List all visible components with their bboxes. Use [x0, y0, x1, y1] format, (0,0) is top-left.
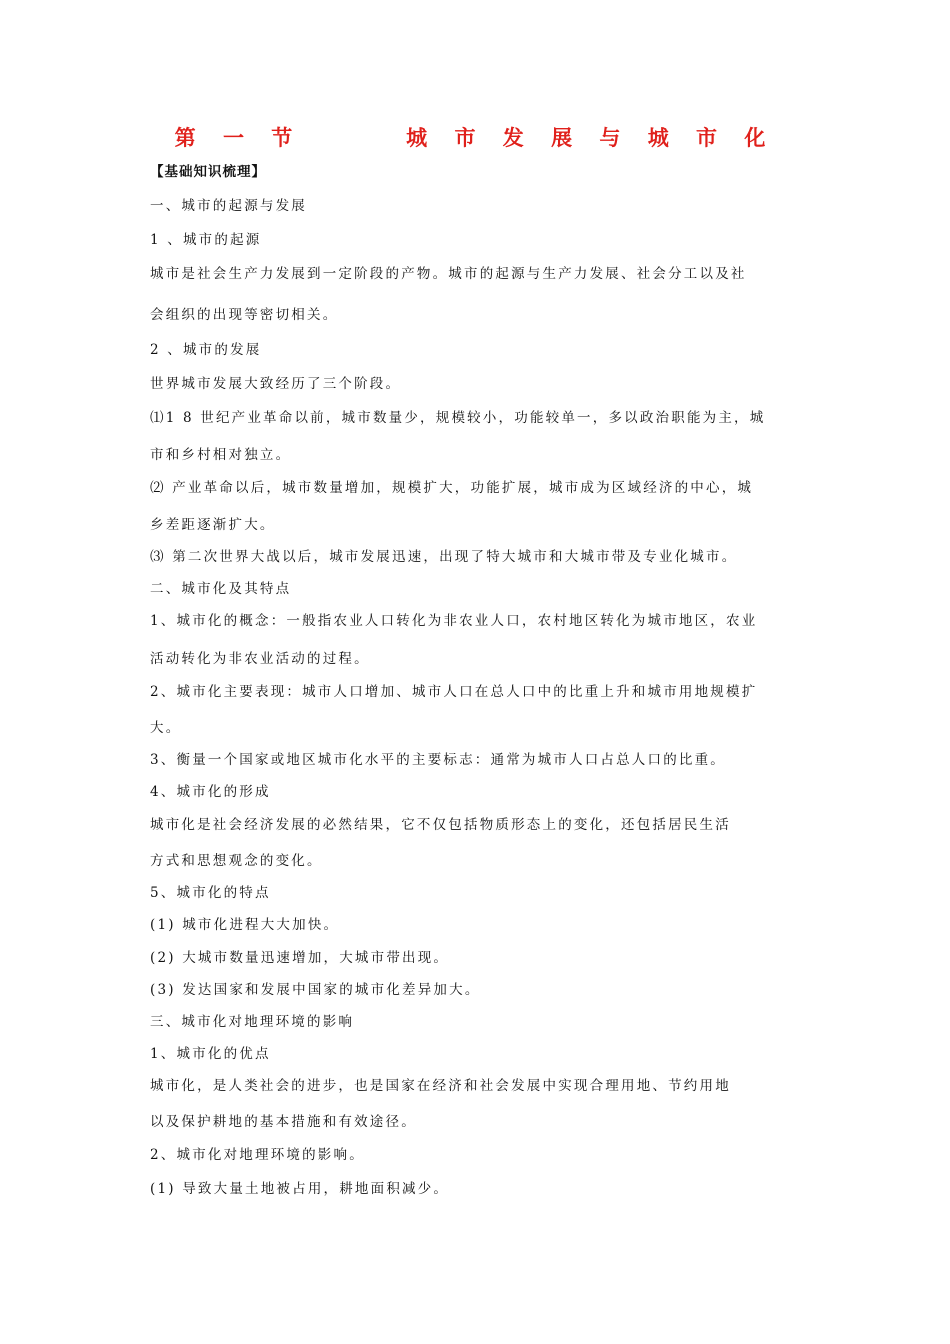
list-item: 2、城市化主要表现：城市人口增加、城市人口在总人口中的比重上升和城市用地规模扩 [150, 684, 758, 700]
list-item: (1) 导致大量土地被占用，耕地面积减少。 [150, 1181, 450, 1197]
paragraph-line: 活动转化为非农业活动的过程。 [150, 651, 370, 667]
heading-2: 二、城市化及其特点 [150, 581, 292, 597]
paragraph-line: 市和乡村相对独立。 [150, 447, 292, 463]
paragraph-line: 世界城市发展大致经历了三个阶段。 [150, 376, 402, 392]
list-item: ⑶ 第二次世界大战以后，城市发展迅速，出现了特大城市和大城市带及专业化城市。 [150, 549, 738, 565]
paragraph-line: 大。 [150, 720, 182, 736]
section-heading: 【基础知识梳理】 [150, 164, 266, 180]
heading-3: 三、城市化对地理环境的影响 [150, 1014, 355, 1030]
list-item: ⑵ 产业革命以后，城市数量增加，规模扩大，功能扩展，城市成为区域经济的中心，城 [150, 480, 754, 496]
list-item: 4、城市化的形成 [150, 784, 271, 800]
list-item: ⑴1 8 世纪产业革命以前，城市数量少，规模较小，功能较单一，多以政治职能为主，城 [150, 410, 766, 426]
paragraph-line: 乡差距逐渐扩大。 [150, 517, 276, 533]
list-item: 2、城市化对地理环境的影响。 [150, 1147, 365, 1163]
paragraph-line: 城市是社会生产力发展到一定阶段的产物。城市的起源与生产力发展、社会分工以及社 [150, 266, 747, 282]
paragraph-line: 会组织的出现等密切相关。 [150, 307, 339, 323]
paragraph-line: 城市化，是人类社会的进步，也是国家在经济和社会发展中实现合理用地、节约用地 [150, 1078, 731, 1094]
list-item: (3) 发达国家和发展中国家的城市化差异加大。 [150, 982, 481, 998]
list-item: (2) 大城市数量迅速增加，大城市带出现。 [150, 950, 450, 966]
subheading: 2 、城市的发展 [150, 342, 262, 358]
list-item: 1、城市化的优点 [150, 1046, 271, 1062]
paragraph-line: 城市化是社会经济发展的必然结果，它不仅包括物质形态上的变化，还包括居民生活 [150, 817, 731, 833]
heading-1: 一、城市的起源与发展 [150, 198, 307, 214]
subheading: 1 、城市的起源 [150, 232, 262, 248]
paragraph-line: 方式和思想观念的变化。 [150, 853, 323, 869]
list-item: 3、衡量一个国家或地区城市化水平的主要标志：通常为城市人口占总人口的比重。 [150, 752, 726, 768]
list-item: 5、城市化的特点 [150, 885, 271, 901]
paragraph-line: 以及保护耕地的基本措施和有效途径。 [150, 1114, 417, 1130]
list-item: (1) 城市化进程大大加快。 [150, 917, 340, 933]
page-title: 第 一 节 城 市 发 展 与 城 市 化 [174, 126, 776, 150]
list-item: 1、城市化的概念：一般指农业人口转化为非农业人口，农村地区转化为城市地区，农业 [150, 613, 758, 629]
